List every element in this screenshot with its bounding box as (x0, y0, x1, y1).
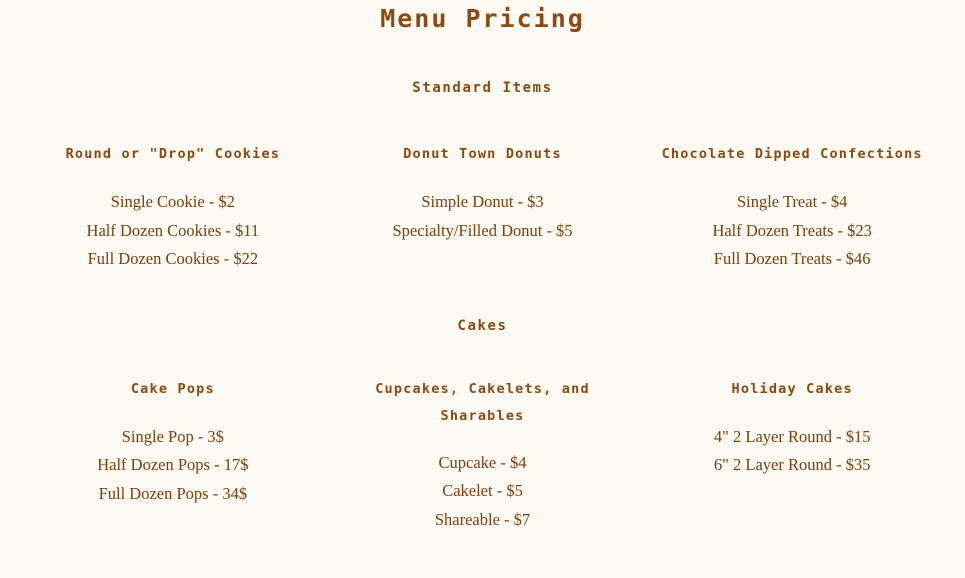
column-cupcakes-cakelets-sharables (328, 334, 638, 535)
price-list-round-drop-cookies (26, 168, 320, 274)
price-list-donut-town-donuts (336, 168, 630, 245)
list-item: Single Pop - 3$ (121, 426, 224, 446)
cakes-columns (18, 334, 947, 535)
list-item: Cupcake - $4 (438, 452, 527, 472)
list-item: Simple Donut - $3 (421, 192, 544, 211)
column-title-cupcakes-cakelets-sharables: Cupcakes, Cakelets, and Sharables (375, 380, 590, 424)
price-list-holiday-cakes (645, 403, 939, 480)
list-item: Specialty/Filled Donut - $5 (392, 220, 573, 240)
list-item: Single Cookie - $2 (110, 192, 235, 211)
list-item: Full Dozen Cookies - $22 (87, 249, 259, 268)
column-donut-town-donuts (328, 96, 638, 274)
price-list-cupcakes-cakelets-sharables (336, 430, 630, 535)
column-title-cake-pops: Cake Pops (130, 380, 215, 397)
column-cake-pops (18, 334, 328, 535)
list-item: Single Treat - $4 (736, 192, 848, 211)
list-item: Full Dozen Treats - $46 (713, 249, 871, 268)
list-item: 4" 2 Layer Round - $15 (713, 426, 871, 446)
section-title-cakes: Cakes (457, 317, 508, 334)
list-item: Cakelet - $5 (442, 481, 523, 500)
column-chocolate-dipped-confections (637, 96, 947, 274)
list-item: Half Dozen Cookies - $11 (86, 220, 260, 240)
column-title-donut-town-donuts: Donut Town Donuts (403, 146, 562, 162)
standard-items-columns (18, 96, 947, 274)
column-title-round-drop-cookies: Round or "Drop" Cookies (65, 146, 281, 162)
list-item: Half Dozen Pops - 17$ (97, 455, 249, 474)
column-title-chocolate-dipped-confections: Chocolate Dipped Confections (661, 146, 923, 162)
column-holiday-cakes (637, 334, 947, 535)
price-list-cake-pops (26, 403, 320, 509)
price-list-chocolate-dipped-confections (645, 168, 939, 274)
list-item: Full Dozen Pops - 34$ (98, 483, 248, 503)
list-item: Half Dozen Treats - $23 (712, 220, 872, 240)
list-item: Shareable - $7 (434, 509, 531, 529)
section-cakes (18, 274, 947, 535)
page-title: Menu Pricing (380, 4, 585, 33)
column-round-drop-cookies (18, 96, 328, 274)
column-title-holiday-cakes: Holiday Cakes (731, 380, 853, 397)
section-title-standard-items: Standard Items (412, 80, 553, 96)
section-standard-items (18, 36, 947, 274)
list-item: 6" 2 Layer Round - $35 (713, 455, 871, 474)
